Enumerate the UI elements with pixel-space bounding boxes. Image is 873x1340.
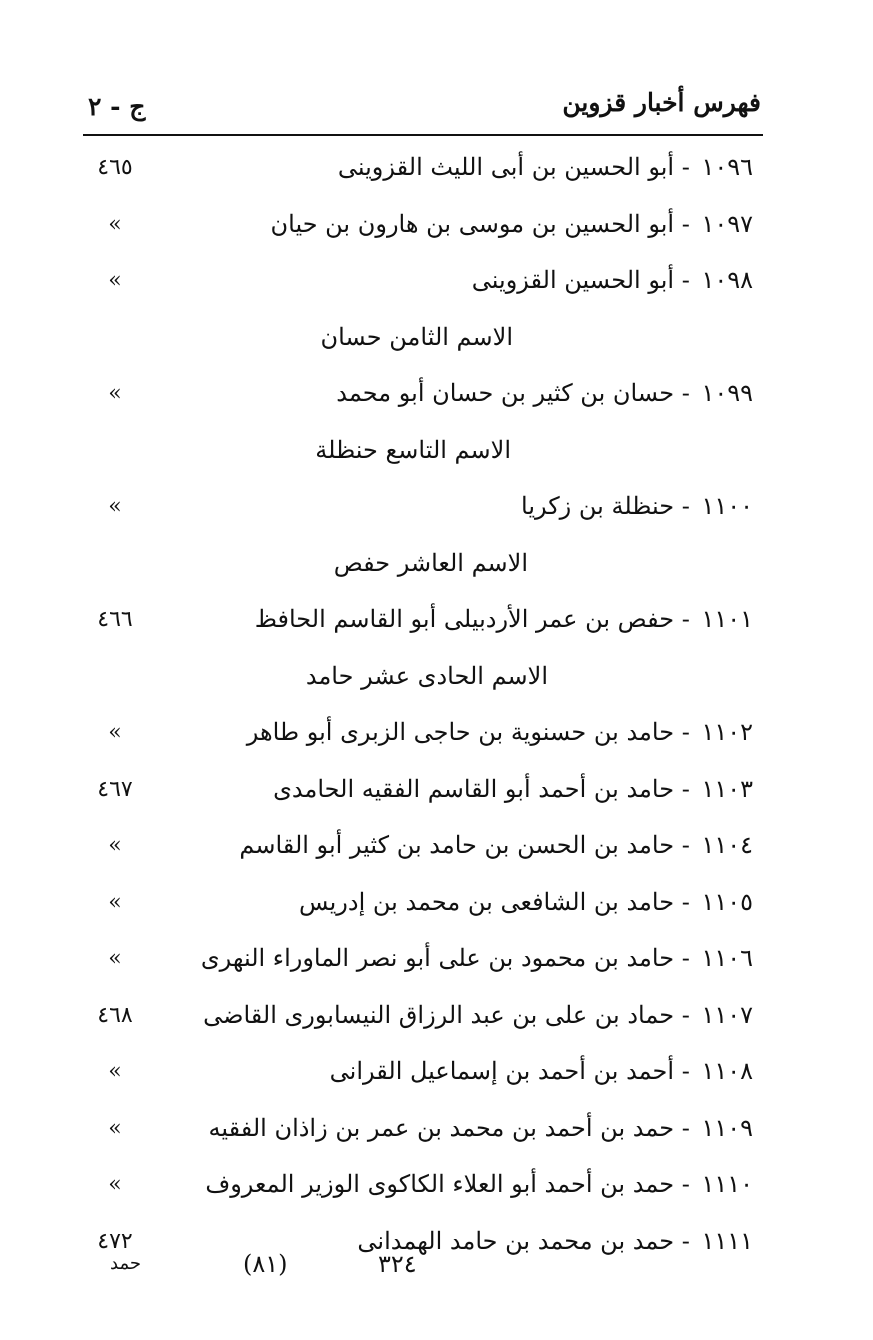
entry-text: ١١٠١ - حفص بن عمر الأردبيلى أبو القاسم الحافظ bbox=[254, 605, 753, 633]
entry-number: ١٠٩٦ bbox=[701, 153, 753, 181]
entry-text: ١١١٠ - حمد بن أحمد أبو العلاء الكاكوى الوزير المعروف bbox=[205, 1170, 753, 1198]
index-entry bbox=[0, 821, 873, 878]
index-list bbox=[0, 143, 873, 1273]
entry-page: » bbox=[108, 211, 122, 237]
entry-name: حسان بن كثير بن حسان أبو محمد bbox=[336, 379, 675, 407]
section-heading-row bbox=[0, 539, 873, 596]
entry-number: ١١٠٦ bbox=[701, 944, 753, 972]
entry-number: ١١٠٢ bbox=[701, 718, 753, 746]
entry-text: ١١١١ - حمد بن محمد بن حامد الهمدانى bbox=[357, 1226, 753, 1255]
entry-number: ١١٠١ bbox=[701, 605, 753, 633]
entry-text: ١٠٩٩ - حسان بن كثير بن حسان أبو محمد bbox=[336, 379, 753, 407]
entry-name: حنظلة بن زكريا bbox=[521, 492, 675, 520]
entry-name: حامد بن أحمد أبو القاسم الفقيه الحامدى bbox=[273, 774, 675, 803]
entry-name: حماد بن على بن عبد الرزاق النيسابورى القاضى bbox=[203, 1000, 675, 1029]
entry-name: حفص بن عمر الأردبيلى أبو القاسم الحافظ bbox=[254, 605, 675, 633]
index-entry bbox=[0, 1160, 873, 1217]
entry-number: ١١٠٨ bbox=[701, 1057, 753, 1085]
entry-page: » bbox=[108, 1115, 122, 1141]
section-heading: الاسم العاشر حفص bbox=[333, 548, 528, 577]
entry-number: ١١٠٣ bbox=[701, 774, 753, 803]
entry-number: ١١٠٧ bbox=[701, 1000, 753, 1029]
catchword: حمد bbox=[110, 1253, 141, 1274]
index-entry bbox=[0, 1047, 873, 1104]
section-heading: الاسم التاسع حنظلة bbox=[315, 435, 511, 464]
index-entry bbox=[0, 991, 873, 1048]
entry-page: » bbox=[108, 1059, 122, 1084]
section-heading: الاسم الثامن حسان bbox=[320, 322, 513, 351]
index-entry bbox=[0, 200, 873, 257]
entry-text: ١١٠٣ - حامد بن أحمد أبو القاسم الفقيه الحامدى bbox=[273, 774, 753, 803]
index-entry bbox=[0, 765, 873, 822]
entry-text: ١١٠٧ - حماد بن على بن عبد الرزاق النيسابورى القاضى bbox=[203, 1000, 753, 1029]
entry-name: حامد بن حسنوية بن حاجى الزبرى أبو طاهر bbox=[246, 718, 675, 746]
entry-name: حمد بن أحمد بن محمد بن عمر بن زاذان الفقيه bbox=[208, 1113, 675, 1142]
entry-number: ١١٠٠ bbox=[701, 492, 753, 520]
entry-name: أبو الحسين بن موسى بن هارون بن حيان bbox=[270, 209, 675, 238]
entry-text: ١١٠٩ - حمد بن أحمد بن محمد بن عمر بن زاذان الفقيه bbox=[208, 1113, 753, 1142]
entry-page: » bbox=[108, 720, 122, 745]
index-entry bbox=[0, 708, 873, 765]
entry-page: » bbox=[108, 268, 122, 293]
entry-page: ٤٧٢ bbox=[97, 1228, 133, 1254]
entry-text: ١٠٩٦ - أبو الحسين بن أبى الليث القزوينى bbox=[337, 153, 753, 181]
entry-text: ١٠٩٨ - أبو الحسين القزوينى bbox=[471, 266, 753, 294]
index-entry bbox=[0, 482, 873, 539]
entry-name: حامد بن الحسن بن حامد بن كثير أبو القاسم bbox=[239, 831, 675, 859]
entry-name: حمد بن محمد بن حامد الهمدانى bbox=[357, 1226, 675, 1255]
index-entry bbox=[0, 143, 873, 200]
index-entry bbox=[0, 595, 873, 652]
entry-number: ١١٠٥ bbox=[701, 887, 753, 916]
index-entry bbox=[0, 934, 873, 991]
entry-number: ١٠٩٩ bbox=[701, 379, 753, 407]
entry-number: ١١١١ bbox=[701, 1226, 753, 1255]
sheet-number: (٨١) bbox=[243, 1250, 288, 1278]
entry-text: ١٠٩٧ - أبو الحسين بن موسى بن هارون بن حيان bbox=[270, 209, 753, 238]
page-title: فهرس أخبار قزوين bbox=[562, 88, 761, 117]
entry-page: ٤٦٧ bbox=[97, 776, 133, 802]
section-heading-row bbox=[0, 426, 873, 483]
index-entry bbox=[0, 878, 873, 935]
entry-number: ١٠٩٨ bbox=[701, 266, 753, 294]
section-heading: الاسم الحادى عشر حامد bbox=[305, 661, 548, 690]
entry-text: ١١٠٠ - حنظلة بن زكريا bbox=[521, 492, 753, 520]
entry-name: أحمد بن أحمد بن إسماعيل القرانى bbox=[329, 1057, 675, 1085]
entry-name: أبو الحسين القزوينى bbox=[471, 266, 675, 294]
entry-page: ٤٦٦ bbox=[97, 607, 133, 632]
entry-text: ١١٠٨ - أحمد بن أحمد بن إسماعيل القرانى bbox=[329, 1057, 753, 1085]
entry-name: حامد بن الشافعى بن محمد بن إدريس bbox=[299, 887, 675, 916]
header-divider bbox=[83, 134, 763, 136]
volume-label: ج - ٢ bbox=[88, 92, 146, 121]
entry-name: أبو الحسين بن أبى الليث القزوينى bbox=[337, 153, 675, 181]
entry-text: ١١٠٦ - حامد بن محمود بن على أبو نصر الماوراء النهرى bbox=[200, 944, 753, 972]
entry-text: ١١٠٥ - حامد بن الشافعى بن محمد بن إدريس bbox=[299, 887, 753, 916]
entry-page: » bbox=[108, 889, 122, 915]
index-entry bbox=[0, 369, 873, 426]
entry-page: » bbox=[108, 381, 122, 406]
index-entry bbox=[0, 1104, 873, 1161]
entry-number: ١١١٠ bbox=[701, 1170, 753, 1198]
entry-text: ١١٠٢ - حامد بن حسنوية بن حاجى الزبرى أبو طاهر bbox=[246, 718, 753, 746]
entry-page: » bbox=[108, 946, 122, 971]
entry-number: ١٠٩٧ bbox=[701, 209, 753, 238]
entry-page: ٤٦٨ bbox=[97, 1002, 133, 1028]
entry-page: » bbox=[108, 1172, 122, 1197]
entry-page: ٤٦٥ bbox=[97, 155, 133, 180]
section-heading-row bbox=[0, 313, 873, 370]
entry-name: حامد بن محمود بن على أبو نصر الماوراء النهرى bbox=[200, 944, 675, 972]
entry-page: » bbox=[108, 833, 122, 858]
index-entry bbox=[0, 256, 873, 313]
entry-number: ١١٠٤ bbox=[701, 831, 753, 859]
entry-text: ١١٠٤ - حامد بن الحسن بن حامد بن كثير أبو القاسم bbox=[239, 831, 753, 859]
entry-number: ١١٠٩ bbox=[701, 1113, 753, 1142]
entry-name: حمد بن أحمد أبو العلاء الكاكوى الوزير المعروف bbox=[205, 1170, 675, 1198]
entry-page: » bbox=[108, 494, 122, 519]
page-number: ٣٢٤ bbox=[378, 1250, 417, 1278]
section-heading-row bbox=[0, 652, 873, 709]
